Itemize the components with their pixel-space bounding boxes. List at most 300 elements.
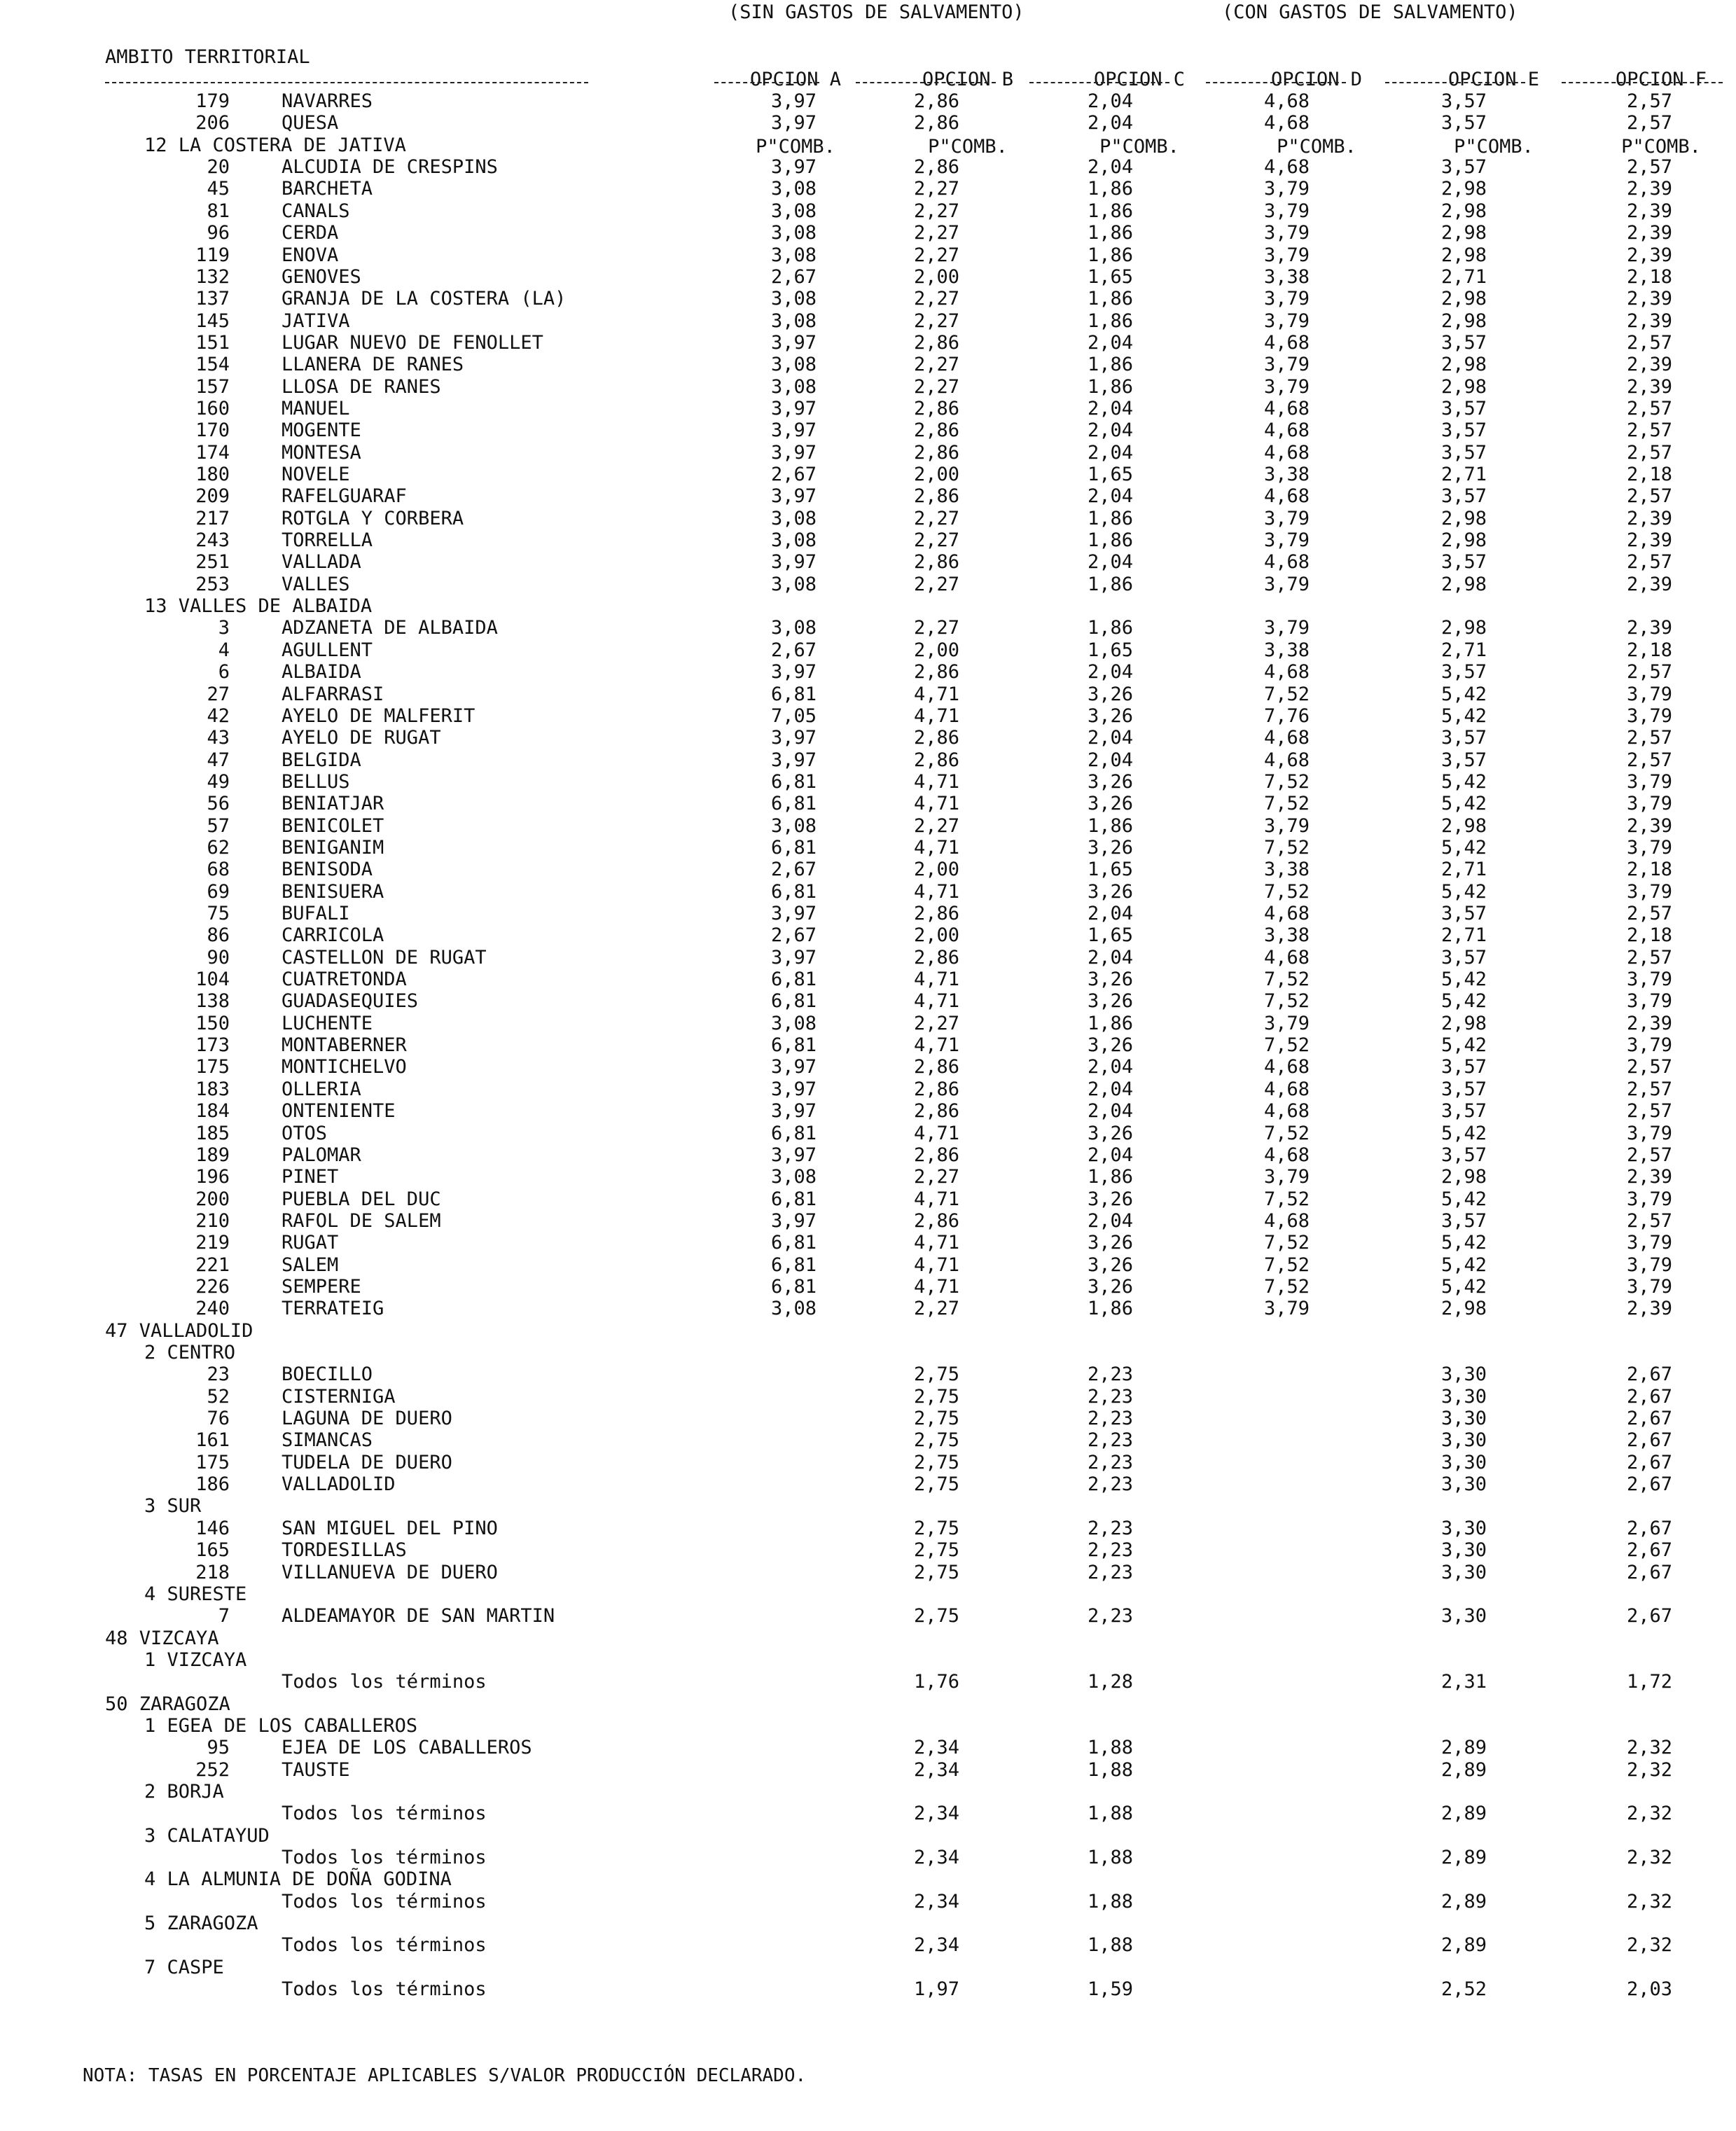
municipality-code: 151 (195, 331, 230, 354)
municipality-name: CERDA (282, 222, 339, 244)
municipality-name: GRANJA DE LA COSTERA (LA) (282, 288, 567, 310)
comarca-row (0, 1342, 1736, 1363)
value-opcion-f: 2,32 (1626, 1737, 1672, 1759)
municipality-code: 23 (207, 1363, 230, 1386)
municipality-code: 218 (195, 1561, 230, 1583)
value-opcion-f: 2,39 (1626, 178, 1672, 200)
value-opcion-e: 5,42 (1440, 770, 1487, 793)
value-opcion-c: 1,88 (1087, 1934, 1133, 1957)
value-opcion-f: 2,57 (1626, 946, 1672, 969)
value-opcion-b: 2,86 (913, 112, 959, 134)
value-opcion-b: 2,86 (913, 331, 959, 354)
column-option-label: OPCION D (1270, 69, 1363, 90)
value-opcion-d: 3,79 (1263, 507, 1310, 529)
value-opcion-e: 5,42 (1440, 990, 1487, 1013)
municipality-name: MONTICHELVO (282, 1056, 407, 1078)
value-opcion-c: 2,23 (1087, 1429, 1133, 1452)
value-opcion-a: 3,08 (770, 354, 817, 376)
table-row (0, 1013, 1736, 1034)
value-opcion-c: 1,86 (1087, 200, 1133, 222)
value-opcion-b: 2,27 (913, 244, 959, 266)
comarca-label: 7 CASPE (144, 1956, 224, 1978)
municipality-code: 160 (195, 397, 230, 419)
municipality-code: 175 (195, 1056, 230, 1078)
municipality-name: RAFOL DE SALEM (282, 1209, 441, 1232)
value-opcion-d: 4,68 (1263, 1100, 1310, 1123)
value-opcion-f: 2,39 (1626, 507, 1672, 529)
value-opcion-f: 2,57 (1626, 419, 1672, 442)
value-opcion-d: 4,68 (1263, 727, 1310, 749)
value-opcion-d: 3,79 (1263, 178, 1310, 200)
value-opcion-f: 2,57 (1626, 903, 1672, 924)
municipality-code: 57 (207, 814, 230, 837)
value-opcion-c: 2,04 (1087, 331, 1133, 354)
municipality-name: AYELO DE MALFERIT (282, 704, 475, 727)
value-opcion-e: 2,71 (1440, 859, 1487, 881)
value-opcion-b: 2,00 (913, 859, 959, 881)
comarca-label: 3 CALATAYUD (144, 1824, 270, 1847)
table-row (0, 881, 1736, 903)
value-opcion-a: 3,97 (770, 485, 817, 508)
municipality-code: 210 (195, 1209, 230, 1232)
comarca-row (0, 1913, 1736, 1934)
value-opcion-f: 3,79 (1626, 683, 1672, 705)
value-opcion-f: 2,67 (1626, 1561, 1672, 1583)
value-opcion-b: 2,00 (913, 924, 959, 947)
value-opcion-b: 1,76 (913, 1671, 959, 1693)
value-opcion-c: 2,04 (1087, 397, 1133, 419)
value-opcion-b: 2,86 (913, 156, 959, 179)
table-row (0, 1473, 1736, 1495)
value-opcion-b: 2,27 (913, 375, 959, 398)
value-opcion-c: 1,86 (1087, 288, 1133, 310)
municipality-name: LAGUNA DE DUERO (282, 1408, 452, 1429)
municipality-name: BELLUS (282, 770, 350, 793)
value-opcion-c: 2,04 (1087, 112, 1133, 134)
value-opcion-d: 3,79 (1263, 354, 1310, 376)
value-opcion-a: 3,08 (770, 375, 817, 398)
municipality-code: 4 (218, 639, 230, 661)
value-opcion-e: 3,57 (1440, 661, 1487, 683)
value-opcion-e: 5,42 (1440, 969, 1487, 990)
municipality-name: EJEA DE LOS CABALLEROS (282, 1737, 532, 1759)
municipality-name: ROTGLA Y CORBERA (282, 507, 464, 529)
value-opcion-a: 3,08 (770, 814, 817, 837)
municipality-code: 243 (195, 529, 230, 551)
municipality-code: 206 (195, 112, 230, 134)
value-opcion-e: 5,42 (1440, 683, 1487, 705)
value-opcion-c: 2,04 (1087, 946, 1133, 969)
value-opcion-f: 2,67 (1626, 1473, 1672, 1496)
value-opcion-a: 3,97 (770, 90, 817, 112)
municipality-code: 69 (207, 880, 230, 903)
value-opcion-a: 3,97 (770, 661, 817, 683)
value-opcion-c: 3,26 (1087, 1254, 1133, 1276)
value-opcion-c: 1,86 (1087, 244, 1133, 266)
municipality-code: 251 (195, 551, 230, 574)
value-opcion-e: 3,57 (1440, 397, 1487, 419)
value-opcion-e: 5,42 (1440, 1034, 1487, 1056)
municipality-name: TUDELA DE DUERO (282, 1451, 452, 1473)
municipality-name: Todos los términos (282, 1671, 487, 1693)
municipality-code: 95 (207, 1737, 230, 1759)
province-row (0, 1693, 1736, 1715)
value-opcion-c: 3,26 (1087, 836, 1133, 859)
municipality-name: BENISUERA (282, 880, 384, 903)
value-opcion-b: 4,71 (913, 969, 959, 990)
value-opcion-b: 4,71 (913, 880, 959, 903)
municipality-name: JATIVA (282, 310, 350, 332)
table-row (0, 1759, 1736, 1781)
value-opcion-b: 2,75 (913, 1363, 959, 1386)
column-option-label: OPCION B (922, 69, 1014, 90)
value-opcion-f: 2,57 (1626, 1100, 1672, 1123)
value-opcion-a: 3,08 (770, 244, 817, 266)
value-opcion-e: 2,89 (1440, 1934, 1487, 1957)
table-row (0, 244, 1736, 266)
value-opcion-b: 1,97 (913, 1978, 959, 2001)
table-row (0, 771, 1736, 793)
municipality-name: TERRATEIG (282, 1298, 384, 1320)
table-row (0, 1100, 1736, 1122)
value-opcion-b: 2,34 (913, 1934, 959, 1957)
value-opcion-c: 2,04 (1087, 419, 1133, 442)
value-opcion-a: 6,81 (770, 969, 817, 990)
municipality-name: PINET (282, 1166, 339, 1188)
value-opcion-c: 3,26 (1087, 704, 1133, 727)
value-opcion-e: 3,57 (1440, 90, 1487, 112)
value-opcion-b: 2,27 (913, 288, 959, 310)
municipality-code: 45 (207, 178, 230, 200)
value-opcion-d: 4,68 (1263, 331, 1310, 354)
value-opcion-d: 4,68 (1263, 551, 1310, 574)
value-opcion-c: 1,65 (1087, 859, 1133, 881)
header-rule-opcion-a (714, 82, 819, 83)
value-opcion-f: 2,32 (1626, 1803, 1672, 1825)
value-opcion-b: 2,27 (913, 310, 959, 332)
value-opcion-e: 3,57 (1440, 903, 1487, 924)
value-opcion-d: 3,38 (1263, 924, 1310, 947)
comarca-row (0, 1495, 1736, 1517)
value-opcion-a: 6,81 (770, 1254, 817, 1276)
value-opcion-f: 2,39 (1626, 310, 1672, 332)
municipality-name: LUGAR NUEVO DE FENOLLET (282, 331, 543, 354)
municipality-code: 81 (207, 200, 230, 222)
table-row (0, 1518, 1736, 1539)
value-opcion-a: 7,05 (770, 704, 817, 727)
value-opcion-c: 1,86 (1087, 1166, 1133, 1188)
value-opcion-e: 2,98 (1440, 814, 1487, 837)
value-opcion-f: 3,79 (1626, 793, 1672, 815)
value-opcion-a: 3,08 (770, 1298, 817, 1320)
municipality-name: VILLANUEVA DE DUERO (282, 1561, 498, 1583)
value-opcion-e: 3,30 (1440, 1385, 1487, 1408)
municipality-name: ALBAIDA (282, 661, 361, 683)
municipality-code: 154 (195, 354, 230, 376)
value-opcion-e: 3,57 (1440, 331, 1487, 354)
municipality-code: 104 (195, 969, 230, 990)
value-opcion-f: 2,67 (1626, 1429, 1672, 1452)
value-opcion-e: 3,57 (1440, 1100, 1487, 1123)
value-opcion-f: 2,57 (1626, 1056, 1672, 1078)
value-opcion-b: 2,75 (913, 1385, 959, 1408)
value-opcion-e: 2,98 (1440, 200, 1487, 222)
value-opcion-e: 3,30 (1440, 1605, 1487, 1627)
comarca-row (0, 1868, 1736, 1890)
header-rule-opcion-d (1206, 82, 1346, 83)
value-opcion-c: 2,23 (1087, 1561, 1133, 1583)
value-opcion-b: 2,34 (913, 1803, 959, 1825)
table-row (0, 1363, 1736, 1385)
comarca-label: 1 VIZCAYA (144, 1648, 247, 1671)
table-row (0, 1210, 1736, 1232)
municipality-name: TAUSTE (282, 1758, 350, 1781)
municipality-code: 75 (207, 903, 230, 924)
value-opcion-a: 3,97 (770, 1144, 817, 1166)
municipality-name: MONTABERNER (282, 1034, 407, 1056)
column-sub-label: P"COMB. (1454, 136, 1534, 158)
value-opcion-d: 3,79 (1263, 529, 1310, 551)
value-opcion-b: 2,75 (913, 1451, 959, 1473)
value-opcion-d: 3,79 (1263, 617, 1310, 639)
table-row (0, 617, 1736, 639)
value-opcion-c: 3,26 (1087, 969, 1133, 990)
value-opcion-c: 3,26 (1087, 1232, 1133, 1254)
table-row (0, 200, 1736, 222)
value-opcion-c: 1,88 (1087, 1803, 1133, 1825)
value-opcion-b: 2,75 (913, 1429, 959, 1452)
value-opcion-e: 2,98 (1440, 244, 1487, 266)
value-opcion-b: 2,75 (913, 1539, 959, 1562)
value-opcion-a: 2,67 (770, 265, 817, 288)
municipality-code: 179 (195, 90, 230, 112)
value-opcion-f: 3,79 (1626, 1275, 1672, 1298)
value-opcion-b: 2,27 (913, 814, 959, 837)
municipality-name: BENIATJAR (282, 793, 384, 815)
value-opcion-a: 3,97 (770, 1078, 817, 1100)
municipality-name: SIMANCAS (282, 1429, 373, 1452)
header-rule-opcion-b (856, 82, 996, 83)
value-opcion-f: 2,39 (1626, 222, 1672, 244)
group-label-sin-gastos: (SIN GASTOS DE SALVAMENTO) (728, 1, 1025, 23)
value-opcion-b: 4,71 (913, 1254, 959, 1276)
group-label-con-gastos: (CON GASTOS DE SALVAMENTO) (1222, 1, 1518, 23)
value-opcion-d: 7,52 (1263, 1275, 1310, 1298)
value-opcion-e: 3,30 (1440, 1517, 1487, 1539)
municipality-code: 157 (195, 375, 230, 398)
value-opcion-f: 2,57 (1626, 331, 1672, 354)
municipality-code: 56 (207, 793, 230, 815)
municipality-name: PUEBLA DEL DUC (282, 1188, 441, 1210)
value-opcion-c: 1,86 (1087, 507, 1133, 529)
value-opcion-e: 5,42 (1440, 1275, 1487, 1298)
value-opcion-e: 3,57 (1440, 727, 1487, 749)
municipality-code: 90 (207, 946, 230, 969)
value-opcion-d: 7,52 (1263, 1254, 1310, 1276)
municipality-name: LLOSA DE RANES (282, 375, 441, 398)
value-opcion-d: 4,68 (1263, 903, 1310, 924)
table-row (0, 156, 1736, 178)
value-opcion-e: 3,57 (1440, 551, 1487, 574)
value-opcion-c: 3,26 (1087, 1188, 1133, 1210)
municipality-name: BENISODA (282, 859, 373, 881)
municipality-name: ONTENIENTE (282, 1100, 396, 1123)
value-opcion-f: 2,39 (1626, 573, 1672, 595)
comarca-row (0, 1583, 1736, 1605)
municipality-name: RUGAT (282, 1232, 339, 1254)
value-opcion-e: 3,57 (1440, 1056, 1487, 1078)
value-opcion-c: 3,26 (1087, 1034, 1133, 1056)
municipality-name: SALEM (282, 1254, 339, 1276)
value-opcion-a: 3,08 (770, 1166, 817, 1188)
table-row (0, 1737, 1736, 1758)
value-opcion-b: 2,86 (913, 1056, 959, 1078)
municipality-code: 173 (195, 1034, 230, 1056)
municipality-code: 165 (195, 1539, 230, 1562)
value-opcion-f: 2,18 (1626, 639, 1672, 661)
value-opcion-e: 2,98 (1440, 1166, 1487, 1188)
value-opcion-e: 5,42 (1440, 1122, 1487, 1144)
value-opcion-e: 2,98 (1440, 617, 1487, 639)
municipality-name: TORRELLA (282, 529, 373, 551)
value-opcion-b: 2,34 (913, 1758, 959, 1781)
value-opcion-c: 1,86 (1087, 310, 1133, 332)
municipality-code: 186 (195, 1473, 230, 1496)
value-opcion-c: 1,88 (1087, 1847, 1133, 1868)
value-opcion-e: 3,30 (1440, 1363, 1487, 1386)
value-opcion-a: 6,81 (770, 1232, 817, 1254)
value-opcion-d: 3,79 (1263, 573, 1310, 595)
value-opcion-d: 3,79 (1263, 310, 1310, 332)
table-row (0, 354, 1736, 375)
value-opcion-d: 4,68 (1263, 90, 1310, 112)
municipality-code: 20 (207, 156, 230, 179)
value-opcion-c: 1,86 (1087, 814, 1133, 837)
value-opcion-a: 3,08 (770, 529, 817, 551)
municipality-code: 132 (195, 265, 230, 288)
value-opcion-c: 3,26 (1087, 1122, 1133, 1144)
comarca-label: 4 LA ALMUNIA DE DOÑA GODINA (144, 1868, 452, 1891)
value-opcion-e: 5,42 (1440, 1188, 1487, 1210)
value-opcion-b: 2,86 (913, 90, 959, 112)
municipality-name: Todos los términos (282, 1934, 487, 1957)
value-opcion-e: 2,98 (1440, 310, 1487, 332)
value-opcion-f: 2,32 (1626, 1890, 1672, 1913)
municipality-code: 161 (195, 1429, 230, 1452)
value-opcion-e: 2,98 (1440, 375, 1487, 398)
value-opcion-c: 1,88 (1087, 1758, 1133, 1781)
table-row (0, 222, 1736, 244)
value-opcion-a: 6,81 (770, 1034, 817, 1056)
value-opcion-e: 5,42 (1440, 704, 1487, 727)
value-opcion-b: 4,71 (913, 990, 959, 1013)
municipality-code: 42 (207, 704, 230, 727)
value-opcion-d: 4,68 (1263, 156, 1310, 179)
comarca-row (0, 1957, 1736, 1978)
municipality-name: SAN MIGUEL DEL PINO (282, 1517, 498, 1539)
table-row (0, 903, 1736, 924)
municipality-code: 174 (195, 441, 230, 464)
value-opcion-a: 6,81 (770, 1188, 817, 1210)
value-opcion-a: 6,81 (770, 836, 817, 859)
municipality-code: 62 (207, 836, 230, 859)
value-opcion-a: 3,97 (770, 112, 817, 134)
value-opcion-d: 7,52 (1263, 1188, 1310, 1210)
municipality-code: 150 (195, 1012, 230, 1034)
municipality-name: MONTESA (282, 441, 361, 464)
value-opcion-f: 3,79 (1626, 1188, 1672, 1210)
value-opcion-b: 2,86 (913, 485, 959, 508)
value-opcion-e: 2,98 (1440, 288, 1487, 310)
province-label: 48 VIZCAYA (105, 1627, 219, 1649)
province-row (0, 1627, 1736, 1649)
table-row (0, 1144, 1736, 1166)
value-opcion-f: 3,79 (1626, 1034, 1672, 1056)
value-opcion-b: 2,86 (913, 903, 959, 924)
value-opcion-d: 3,38 (1263, 639, 1310, 661)
municipality-code: 96 (207, 222, 230, 244)
municipality-name: BARCHETA (282, 178, 373, 200)
value-opcion-c: 2,04 (1087, 1144, 1133, 1166)
municipality-code: 3 (218, 617, 230, 639)
value-opcion-b: 2,86 (913, 749, 959, 771)
comarca-label: 4 SURESTE (144, 1583, 247, 1605)
table-row (0, 1123, 1736, 1144)
value-opcion-e: 5,42 (1440, 880, 1487, 903)
table-row (0, 1452, 1736, 1473)
value-opcion-d: 3,79 (1263, 1298, 1310, 1320)
municipality-code: 185 (195, 1122, 230, 1144)
value-opcion-a: 3,97 (770, 1056, 817, 1078)
value-opcion-e: 2,31 (1440, 1671, 1487, 1693)
municipality-code: 86 (207, 924, 230, 947)
value-opcion-c: 1,86 (1087, 617, 1133, 639)
value-opcion-d: 4,68 (1263, 749, 1310, 771)
value-opcion-c: 2,04 (1087, 551, 1133, 574)
value-opcion-e: 3,57 (1440, 156, 1487, 179)
table-row (0, 1056, 1736, 1078)
value-opcion-f: 2,39 (1626, 1298, 1672, 1320)
value-opcion-d: 3,79 (1263, 288, 1310, 310)
value-opcion-f: 2,57 (1626, 397, 1672, 419)
table-row (0, 551, 1736, 573)
municipality-name: VALLADOLID (282, 1473, 396, 1496)
value-opcion-a: 3,97 (770, 551, 817, 574)
value-opcion-c: 2,04 (1087, 661, 1133, 683)
province-label: 50 ZARAGOZA (105, 1693, 230, 1715)
value-opcion-f: 2,67 (1626, 1385, 1672, 1408)
value-opcion-b: 2,34 (913, 1890, 959, 1913)
value-opcion-d: 7,52 (1263, 770, 1310, 793)
value-opcion-d: 4,68 (1263, 946, 1310, 969)
value-opcion-c: 2,23 (1087, 1605, 1133, 1627)
header-rule-opcion-c (1029, 82, 1169, 83)
comarca-row (0, 1715, 1736, 1737)
municipality-name: RAFELGUARAF (282, 485, 407, 508)
municipality-name: BUFALI (282, 903, 350, 924)
value-opcion-f: 2,57 (1626, 1144, 1672, 1166)
value-opcion-b: 2,27 (913, 617, 959, 639)
value-opcion-d: 7,52 (1263, 880, 1310, 903)
table-row (0, 990, 1736, 1012)
municipality-name: MANUEL (282, 397, 350, 419)
value-opcion-f: 2,39 (1626, 529, 1672, 551)
value-opcion-e: 2,98 (1440, 507, 1487, 529)
value-opcion-f: 2,57 (1626, 1078, 1672, 1100)
value-opcion-b: 2,27 (913, 1012, 959, 1034)
value-opcion-d: 7,52 (1263, 683, 1310, 705)
municipality-name: ENOVA (282, 244, 339, 266)
